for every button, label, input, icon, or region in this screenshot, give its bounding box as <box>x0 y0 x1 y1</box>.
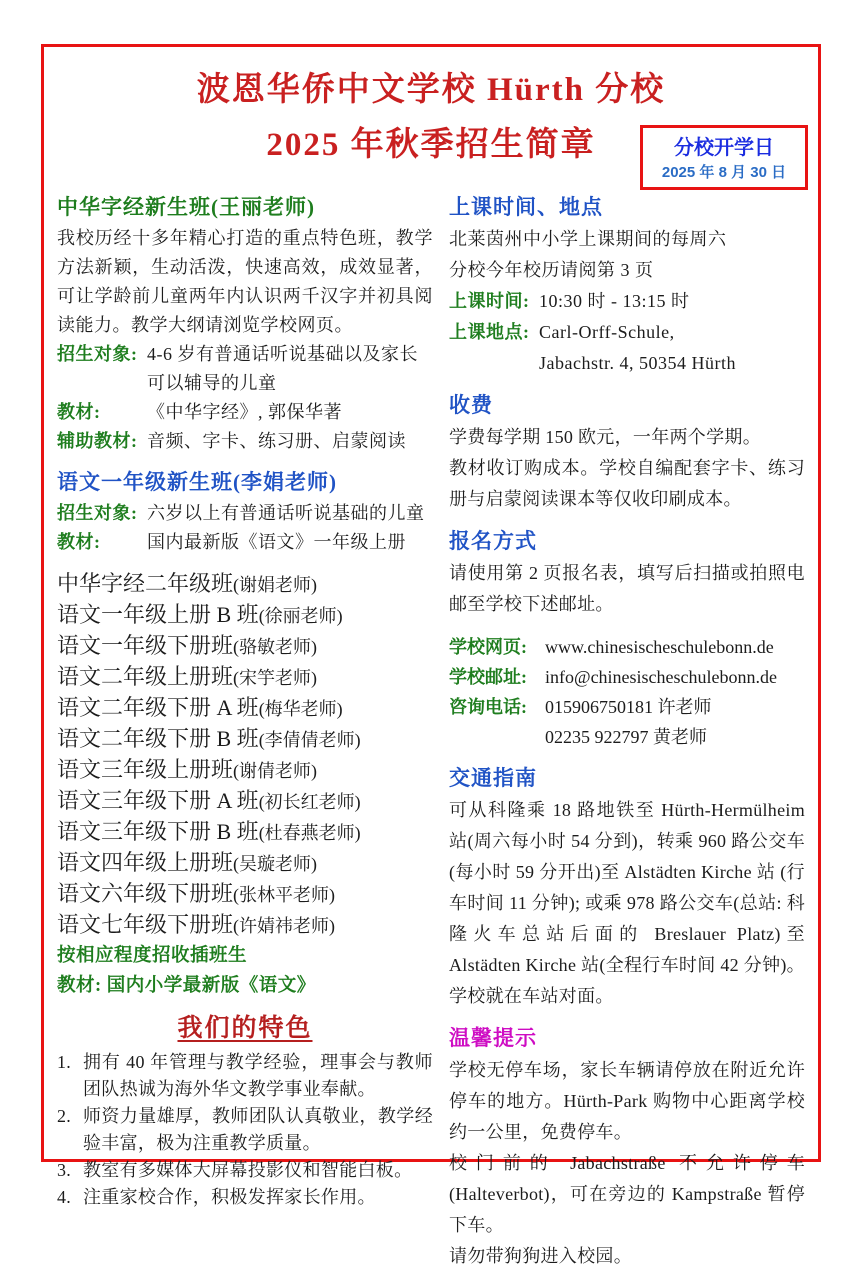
field-row-target <box>57 340 433 398</box>
class-name: 语文六年级下册班 <box>57 881 234 906</box>
class-name: 语文三年级下册 B 班 <box>57 819 259 844</box>
class-teacher: (谢倩老师) <box>233 761 318 781</box>
contact-label: 学校邮址: <box>449 667 527 687</box>
section-heading-tips: 温馨提示 <box>449 1026 537 1050</box>
class-list-item <box>57 786 433 817</box>
contact-row-phone <box>449 692 805 752</box>
content-columns <box>44 185 818 1272</box>
email-address: info@chinesischeschulebonn.de <box>545 667 778 687</box>
class-teacher: (谢娟老师) <box>233 575 318 595</box>
contact-row-website <box>449 632 805 662</box>
class-teacher: (骆敏老师) <box>233 637 318 657</box>
class-teacher: (杜春燕老师) <box>258 823 361 843</box>
section-transport <box>449 764 805 1012</box>
field-value: 国内最新版《语文》一年级上册 <box>147 532 406 552</box>
class-list <box>57 569 433 941</box>
field-row-textbook <box>57 398 433 427</box>
opening-day-date: 2025 年 8 月 30 日 <box>661 164 787 181</box>
feature-item <box>57 1049 433 1103</box>
class-name: 中华字经二年级班 <box>57 571 234 596</box>
field-label: 教材: <box>57 532 101 552</box>
field-label: 招生对象: <box>57 503 138 523</box>
field-label: 上课时间: <box>449 291 530 311</box>
page-frame <box>41 44 821 1266</box>
field-label: 上课地点: <box>449 322 530 342</box>
registration-text: 请使用第 2 页报名表，填写后扫描或拍照电邮至学校下述邮址。 <box>449 563 805 614</box>
class-list-item <box>57 569 433 600</box>
class-teacher: (李倩倩老师) <box>258 730 361 750</box>
phone-line2: 02235 922797 黄老师 <box>545 727 707 747</box>
field-label: 辅助教材: <box>57 431 138 451</box>
field-row-aux-textbook <box>57 427 433 456</box>
field-row-textbook <box>57 528 433 557</box>
feature-number: 3. <box>57 1160 72 1180</box>
field-value: 4-6 岁有普通话听说基础以及家长可以辅导的儿童 <box>147 344 418 393</box>
class-list-item <box>57 662 433 693</box>
class-list-item <box>57 817 433 848</box>
tips-text: 学校无停车场，家长车辆请停放在附近允许停车的地方。Hürth-Park 购物中心距离学校约一公里，免费停车。 <box>449 1060 805 1142</box>
class-teacher: (宋竽老师) <box>233 668 318 688</box>
section-heading-registration: 报名方式 <box>449 529 537 553</box>
class-list-item <box>57 631 433 662</box>
section-registration <box>449 527 805 620</box>
schedule-line: 北莱茵州中小学上课期间的每周六 <box>449 229 727 249</box>
class-name: 语文二年级下册 B 班 <box>57 726 259 751</box>
class-list-item <box>57 600 433 631</box>
section-heading-schedule: 上课时间、地点 <box>449 195 603 219</box>
section-yuwen-new-class <box>57 468 433 557</box>
contact-label: 学校网页: <box>449 637 527 657</box>
class-list-item <box>57 693 433 724</box>
field-value <box>539 317 805 379</box>
field-value: 音频、字卡、练习册、启蒙阅读 <box>147 431 406 451</box>
class-list-item <box>57 848 433 879</box>
feature-text: 注重家校合作，积极发挥家长作用。 <box>83 1187 376 1207</box>
phone-line1: 015906750181 许老师 <box>545 697 712 717</box>
class-name: 语文三年级上册班 <box>57 757 234 782</box>
class-teacher: (许婧祎老师) <box>233 916 336 936</box>
contact-label: 咨询电话: <box>449 697 527 717</box>
right-column <box>449 193 805 1272</box>
section-fees <box>449 391 805 515</box>
feature-text: 拥有 40 年管理与教学经验，理事会与教师团队热诚为海外华文教学事业奉献。 <box>83 1052 433 1099</box>
school-title: 波恩华侨中文学校 Hürth 分校 <box>196 72 666 108</box>
class-name: 语文二年级下册 A 班 <box>57 695 259 720</box>
fees-text: 学费每学期 150 欧元，一年两个学期。 <box>449 427 761 447</box>
tips-text: 校门前的 Jabachstraße 不允许停车 (Halteverbot)，可在旁边的 Kampstraße 暂停下车。 <box>449 1153 805 1235</box>
feature-number: 4. <box>57 1187 72 1207</box>
feature-number: 1. <box>57 1052 72 1072</box>
class-teacher: (张林平老师) <box>233 885 336 905</box>
phone-numbers <box>545 692 805 752</box>
class-teacher: (初长红老师) <box>258 792 361 812</box>
class-teacher: (吴璇老师) <box>233 854 318 874</box>
features-heading: 我们的特色 <box>177 1015 313 1042</box>
feature-item <box>57 1184 433 1211</box>
section-heading-zijing-new: 中华字经新生班(王丽老师) <box>57 195 315 219</box>
class-name: 语文一年级上册 B 班 <box>57 602 259 627</box>
class-list-item <box>57 724 433 755</box>
note-textbook: 教材: 国内小学最新版《语文》 <box>57 976 316 996</box>
feature-text: 教室有多媒体大屏幕投影仪和智能白板。 <box>83 1160 413 1180</box>
class-teacher: (梅华老师) <box>258 699 343 719</box>
class-list-item <box>57 755 433 786</box>
section-schedule <box>449 193 805 379</box>
field-row-target <box>57 499 433 528</box>
class-name: 语文七年级下册班 <box>57 912 234 937</box>
opening-day-badge <box>640 125 808 190</box>
field-row-class-time <box>449 286 805 317</box>
feature-item <box>57 1103 433 1157</box>
field-value: 《中华字经》, 郭保华著 <box>147 402 342 422</box>
class-teacher: (徐丽老师) <box>258 606 343 626</box>
feature-number: 2. <box>57 1106 72 1126</box>
fees-text: 教材收订购成本。学校自编配套字卡、练习册与启蒙阅读课本等仅收印刷成本。 <box>449 458 805 509</box>
class-name: 语文一年级下册班 <box>57 633 234 658</box>
subtitle: 2025 年秋季招生简章 <box>266 127 596 163</box>
transport-text: 可从科隆乘 18 路地铁至 Hürth-Hermülheim 站(周六每小时 54 分到)，转乘 960 路公交车(每小时 59 分开出)至 Alstädten Kirche 站 (行车时间 11 分钟); 或乘 978 路公交车(总站: 科隆火车总站后面的 Breslauer Platz)至 Alstädten Kirche 站(全程行车时间 42 分钟)。学校就在车站对面。 <box>449 800 805 1006</box>
website-url: www.chinesischeschulebonn.de <box>545 637 774 657</box>
contact-block <box>449 632 805 752</box>
field-row-class-place <box>449 317 805 379</box>
field-value: 10:30 时 - 13:15 时 <box>539 291 690 311</box>
feature-text: 师资力量雄厚，教师团队认真敬业，教学经验丰富，极为注重教学质量。 <box>83 1106 433 1153</box>
feature-item <box>57 1157 433 1184</box>
section-heading-fees: 收费 <box>449 393 493 417</box>
note-insert-students: 按相应程度招收插班生 <box>57 946 248 966</box>
contact-row-email <box>449 662 805 692</box>
zijing-intro-text: 我校历经十多年精心打造的重点特色班，教学方法新颖，生动活泼，快速高效，成效显著，可让学龄前儿童两年内认识两千汉字并初具阅读能力。教学大纲请浏览学校网页。 <box>57 228 433 335</box>
place-line2: Jabachstr. 4, 50354 Hürth <box>539 353 736 373</box>
class-name: 语文二年级上册班 <box>57 664 234 689</box>
class-name: 语文四年级上册班 <box>57 850 234 875</box>
class-list-item <box>57 879 433 910</box>
class-list-item <box>57 910 433 941</box>
features-list <box>57 1049 433 1211</box>
left-column <box>57 193 433 1272</box>
place-line1: Carl-Orff-Schule, <box>539 322 675 342</box>
section-tips <box>449 1024 805 1272</box>
field-label: 招生对象: <box>57 344 138 364</box>
header <box>44 63 818 185</box>
field-value: 六岁以上有普通话听说基础的儿童 <box>147 503 425 523</box>
section-zijing-new-class <box>57 193 433 456</box>
schedule-line: 分校今年校历请阅第 3 页 <box>449 260 654 280</box>
section-heading-transport: 交通指南 <box>449 766 537 790</box>
class-name: 语文三年级下册 A 班 <box>57 788 259 813</box>
tips-text: 请勿带狗狗进入校园。 <box>449 1246 632 1266</box>
field-label: 教材: <box>57 402 101 422</box>
section-heading-yuwen-new: 语文一年级新生班(李娟老师) <box>57 470 337 494</box>
opening-day-title: 分校开学日 <box>674 137 774 159</box>
